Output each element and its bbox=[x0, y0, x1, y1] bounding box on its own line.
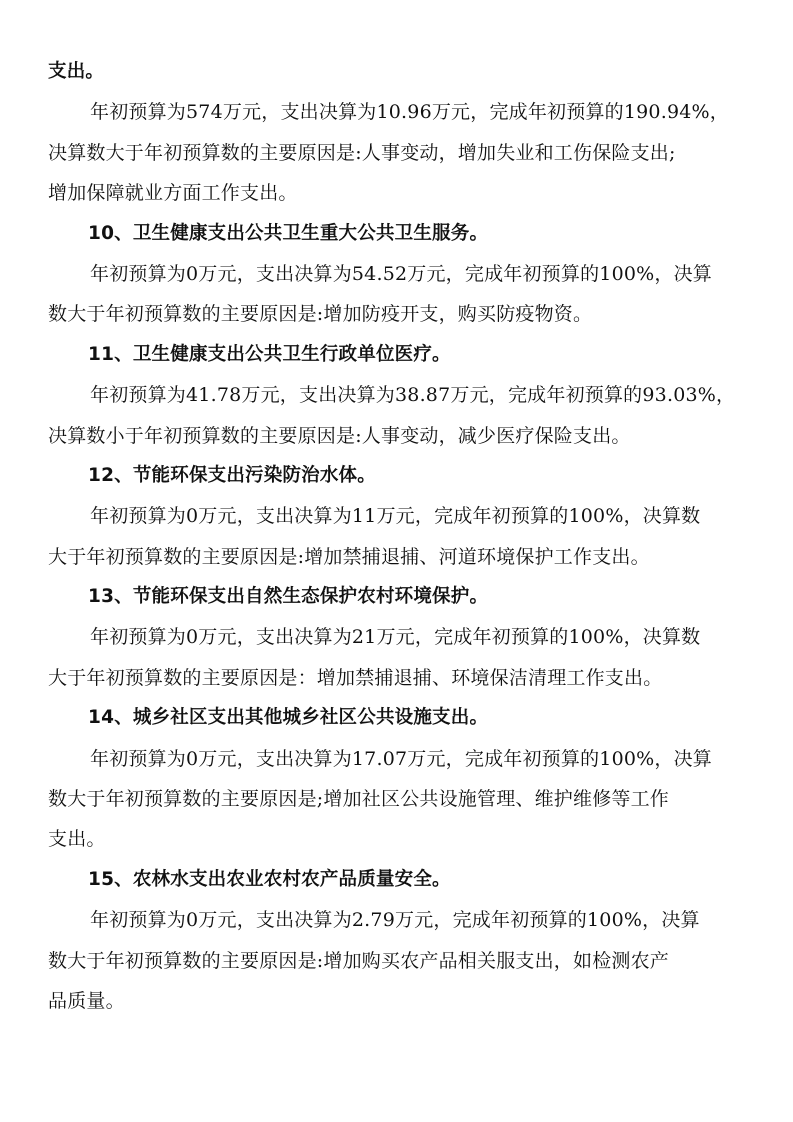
continued-heading-tail: 支出。 bbox=[48, 61, 105, 82]
paragraph-line: 支出。 bbox=[48, 828, 106, 851]
section-heading-14: 14、城乡社区支出其他城乡社区公共设施支出。 bbox=[88, 707, 489, 729]
section-heading-10: 10、卫生健康支出公共卫生重大公共卫生服务。 bbox=[88, 222, 489, 244]
paragraph-line: 年初预算为0万元，支出决算为54.52万元，完成年初预算的100%，决算 bbox=[90, 262, 713, 285]
document-body bbox=[48, 52, 748, 1021]
paragraph-line: 决算数小于年初预算数的主要原因是:人事变动，减少医疗保险支出。 bbox=[48, 424, 631, 447]
paragraph-line: 年初预算为0万元，支出决算为21万元，完成年初预算的100%，决算数 bbox=[90, 626, 701, 649]
paragraph-line: 年初预算为574万元，支出决算为10.96万元，完成年初预算的190.94%， bbox=[90, 101, 729, 124]
paragraph-line: 决算数大于年初预算数的主要原因是:人事变动，增加失业和工伤保险支出; bbox=[48, 141, 676, 164]
section-heading-11: 11、卫生健康支出公共卫生行政单位医疗。 bbox=[88, 343, 451, 365]
paragraph-line: 数大于年初预算数的主要原因是:增加购买农产品相关服支出，如检测农产 bbox=[48, 949, 670, 972]
paragraph-line: 增加保障就业方面工作支出。 bbox=[48, 182, 298, 205]
paragraph-line: 大于年初预算数的主要原因是:增加禁捕退捕、河道环境保护工作支出。 bbox=[48, 545, 650, 568]
section-heading-15: 15、农林水支出农业农村农产品质量安全。 bbox=[88, 868, 451, 890]
paragraph-line: 大于年初预算数的主要原因是：增加禁捕退捕、环境保洁清理工作支出。 bbox=[48, 666, 663, 689]
paragraph-line: 年初预算为0万元，支出决算为11万元，完成年初预算的100%，决算数 bbox=[90, 505, 701, 528]
paragraph-line: 年初预算为0万元，支出决算为17.07万元，完成年初预算的100%，决算 bbox=[90, 747, 713, 770]
paragraph-line: 数大于年初预算数的主要原因是:增加防疫开支，购买防疫物资。 bbox=[48, 303, 593, 326]
section-heading-12: 12、节能环保支出污染防治水体。 bbox=[88, 464, 376, 486]
paragraph-line: 年初预算为41.78万元，支出决算为38.87万元，完成年初预算的93.03%， bbox=[90, 384, 736, 407]
section-heading-13: 13、节能环保支出自然生态保护农村环境保护。 bbox=[88, 586, 489, 608]
paragraph-line: 品质量。 bbox=[48, 989, 125, 1012]
paragraph-line: 数大于年初预算数的主要原因是;增加社区公共设施管理、维护维修等工作 bbox=[48, 788, 670, 811]
paragraph-line: 年初预算为0万元，支出决算为2.79万元，完成年初预算的100%，决算 bbox=[90, 909, 700, 932]
